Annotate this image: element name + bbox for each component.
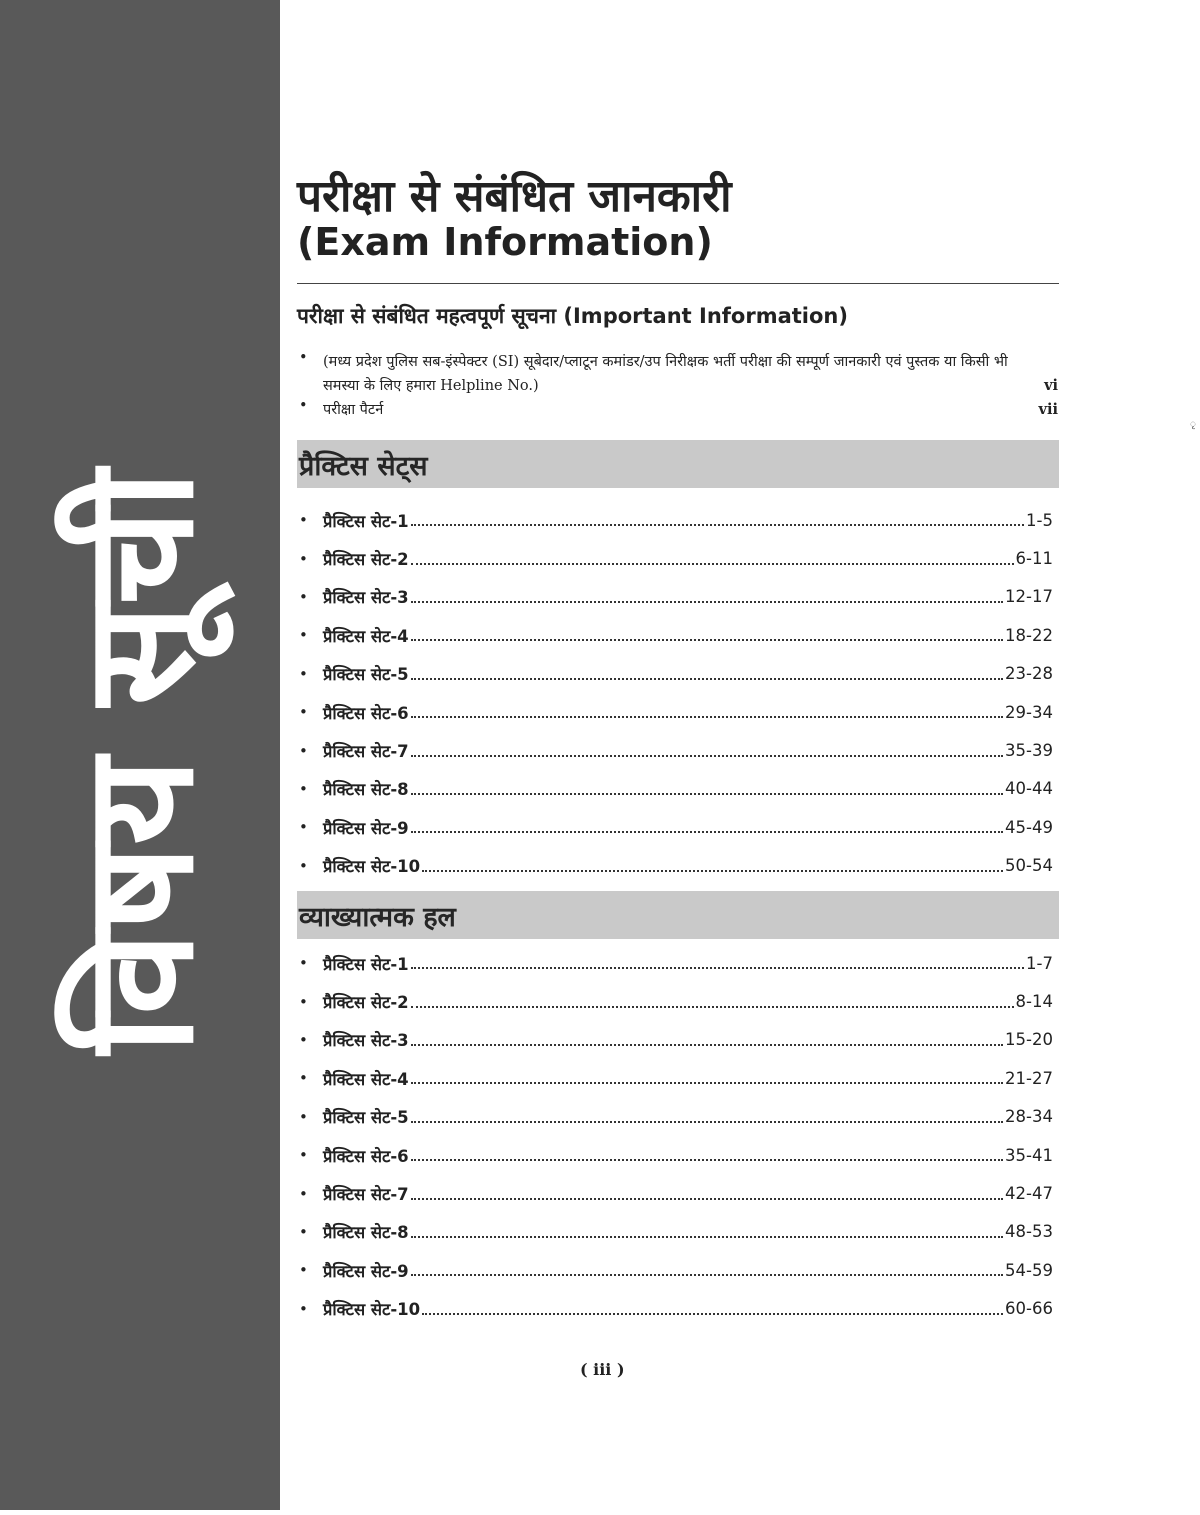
toc-row[interactable] — [297, 1136, 1053, 1174]
bullet-icon: • — [299, 1299, 308, 1318]
dot-leader — [411, 831, 1003, 833]
toc-row[interactable] — [297, 944, 1053, 982]
dot-leader — [411, 716, 1003, 718]
toc-label: प्रैक्टिस सेट-9 — [323, 1261, 409, 1281]
toc-page-range: 28-34 — [1005, 1107, 1053, 1127]
toc-page-range: 50-54 — [1005, 856, 1053, 876]
title-divider — [297, 283, 1059, 284]
page-number: ( iii ) — [580, 1360, 625, 1379]
toc-label: प्रैक्टिस सेट-10 — [323, 857, 421, 877]
toc-page-range: 48-53 — [1005, 1222, 1053, 1242]
toc-page-range: 12-17 — [1005, 587, 1053, 607]
info-item[interactable] — [297, 350, 1059, 398]
toc-page-range: 40-44 — [1005, 779, 1053, 799]
bullet-icon: • — [299, 1069, 308, 1088]
toc-page-range: 45-49 — [1005, 817, 1053, 837]
bullet-icon: • — [299, 856, 308, 875]
toc-label: प्रैक्टिस सेट-10 — [323, 1300, 421, 1320]
toc-page-range: 60-66 — [1005, 1299, 1053, 1319]
toc-row[interactable] — [297, 808, 1053, 846]
toc-label: प्रैक्टिस सेट-7 — [323, 1185, 409, 1205]
bullet-icon: • — [299, 1146, 308, 1165]
info-item-text: परीक्षा पैटर्न — [323, 402, 384, 418]
toc-row[interactable] — [297, 1251, 1053, 1289]
toc-label: प्रैक्टिस सेट-5 — [323, 1108, 409, 1128]
toc-page-range: 18-22 — [1005, 625, 1053, 645]
bullet-icon: • — [299, 1222, 308, 1241]
solutions-list — [297, 944, 1053, 1328]
dot-leader — [411, 1159, 1003, 1161]
dot-leader — [411, 524, 1024, 526]
dot-leader — [411, 678, 1003, 680]
toc-page-range: 8-14 — [1015, 992, 1053, 1012]
dot-leader — [411, 1274, 1003, 1276]
toc-label: प्रैक्टिस सेट-6 — [323, 703, 409, 723]
toc-label: प्रैक्टिस सेट-3 — [323, 1031, 409, 1051]
toc-label: प्रैक्टिस सेट-2 — [323, 550, 409, 570]
toc-row[interactable] — [297, 1059, 1053, 1097]
section-heading: व्याख्यात्मक हल — [299, 902, 456, 933]
toc-row[interactable] — [297, 1021, 1053, 1059]
dot-leader — [411, 1198, 1003, 1200]
dot-leader — [411, 1044, 1003, 1046]
toc-row[interactable] — [297, 616, 1053, 654]
bullet-icon: • — [299, 1030, 308, 1049]
toc-page-range: 35-41 — [1005, 1145, 1053, 1165]
toc-row[interactable] — [297, 770, 1053, 808]
contents-sidebar — [0, 0, 280, 1510]
toc-row[interactable] — [297, 539, 1053, 577]
bullet-icon: • — [299, 818, 308, 837]
bullet-icon: • — [299, 664, 308, 683]
bullet-icon: • — [299, 398, 308, 414]
margin-mark: ृ — [1190, 419, 1196, 430]
bullet-icon: • — [299, 779, 308, 798]
toc-row[interactable] — [297, 693, 1053, 731]
toc-page-range: 29-34 — [1005, 702, 1053, 722]
page-title-english: (Exam Information) — [297, 220, 713, 264]
toc-label: प्रैक्टिस सेट-4 — [323, 626, 409, 646]
toc-label: प्रैक्टिस सेट-1 — [323, 511, 409, 531]
toc-row[interactable] — [297, 1174, 1053, 1212]
toc-label: प्रैक्टिस सेट-5 — [323, 665, 409, 685]
info-item-page: vi — [1044, 377, 1058, 394]
toc-row[interactable] — [297, 982, 1053, 1020]
info-item-page: vii — [1038, 401, 1058, 418]
toc-page-range: 15-20 — [1005, 1030, 1053, 1050]
dot-leader — [411, 1121, 1003, 1123]
toc-row[interactable] — [297, 501, 1053, 539]
bullet-icon: • — [299, 703, 308, 722]
important-info-list — [297, 350, 1059, 422]
toc-page-range: 1-7 — [1026, 953, 1053, 973]
toc-label: प्रैक्टिस सेट-9 — [323, 818, 409, 838]
toc-row[interactable] — [297, 1290, 1053, 1328]
practice-sets-section-header — [297, 440, 1059, 488]
dot-leader — [411, 1236, 1003, 1238]
dot-leader — [422, 1313, 1003, 1315]
sidebar-title: विषय सूची — [53, 470, 227, 1054]
dot-leader — [411, 755, 1003, 757]
toc-page-range: 6-11 — [1015, 549, 1053, 569]
info-item-text: (मध्य प्रदेश पुलिस सब-इंस्पेक्टर (SI) सूबेदार/प्लाटून कमांडर/उप निरीक्षक भर्ती परीक्षा की सम्पूर्ण जानकारी एवं पुस्तक या किसी भी समस्या के लिए हमारा Helpline No.) — [323, 354, 1008, 394]
toc-row[interactable] — [297, 578, 1053, 616]
dot-leader — [422, 870, 1003, 872]
bullet-icon: • — [299, 549, 308, 568]
solutions-section-header — [297, 891, 1059, 939]
bullet-icon: • — [299, 626, 308, 645]
toc-row[interactable] — [297, 731, 1053, 769]
section-heading: प्रैक्टिस सेट्स — [299, 451, 428, 482]
toc-label: प्रैक्टिस सेट-3 — [323, 588, 409, 608]
toc-label: प्रैक्टिस सेट-1 — [323, 954, 409, 974]
toc-label: प्रैक्टिस सेट-8 — [323, 1223, 409, 1243]
dot-leader — [411, 601, 1003, 603]
bullet-icon: • — [299, 1261, 308, 1280]
practice-sets-list — [297, 501, 1053, 885]
toc-label: प्रैक्टिस सेट-4 — [323, 1069, 409, 1089]
bullet-icon: • — [299, 511, 308, 530]
bullet-icon: • — [299, 587, 308, 606]
toc-row[interactable] — [297, 1213, 1053, 1251]
dot-leader — [411, 563, 1014, 565]
page-title-hindi: परीक्षा से संबंधित जानकारी — [297, 171, 732, 222]
toc-page-range: 42-47 — [1005, 1184, 1053, 1204]
bullet-icon: • — [299, 954, 308, 973]
toc-label: प्रैक्टिस सेट-6 — [323, 1146, 409, 1166]
toc-row[interactable] — [297, 1098, 1053, 1136]
toc-row[interactable] — [297, 655, 1053, 693]
toc-page-range: 1-5 — [1026, 510, 1053, 530]
dot-leader — [411, 639, 1003, 641]
dot-leader — [411, 793, 1003, 795]
info-item[interactable] — [297, 398, 1059, 422]
important-info-heading: परीक्षा से संबंधित महत्वपूर्ण सूचना (Important Information) — [297, 304, 848, 328]
toc-label: प्रैक्टिस सेट-8 — [323, 780, 409, 800]
toc-page-range: 35-39 — [1005, 741, 1053, 761]
bullet-icon: • — [299, 350, 308, 366]
bullet-icon: • — [299, 741, 308, 760]
toc-label: प्रैक्टिस सेट-7 — [323, 742, 409, 762]
bullet-icon: • — [299, 992, 308, 1011]
toc-page-range: 54-59 — [1005, 1260, 1053, 1280]
bullet-icon: • — [299, 1184, 308, 1203]
bullet-icon: • — [299, 1107, 308, 1126]
dot-leader — [411, 967, 1024, 969]
toc-page-range: 21-27 — [1005, 1068, 1053, 1088]
dot-leader — [411, 1082, 1003, 1084]
toc-label: प्रैक्टिस सेट-2 — [323, 993, 409, 1013]
toc-page-range: 23-28 — [1005, 664, 1053, 684]
dot-leader — [411, 1006, 1014, 1008]
toc-row[interactable] — [297, 847, 1053, 885]
